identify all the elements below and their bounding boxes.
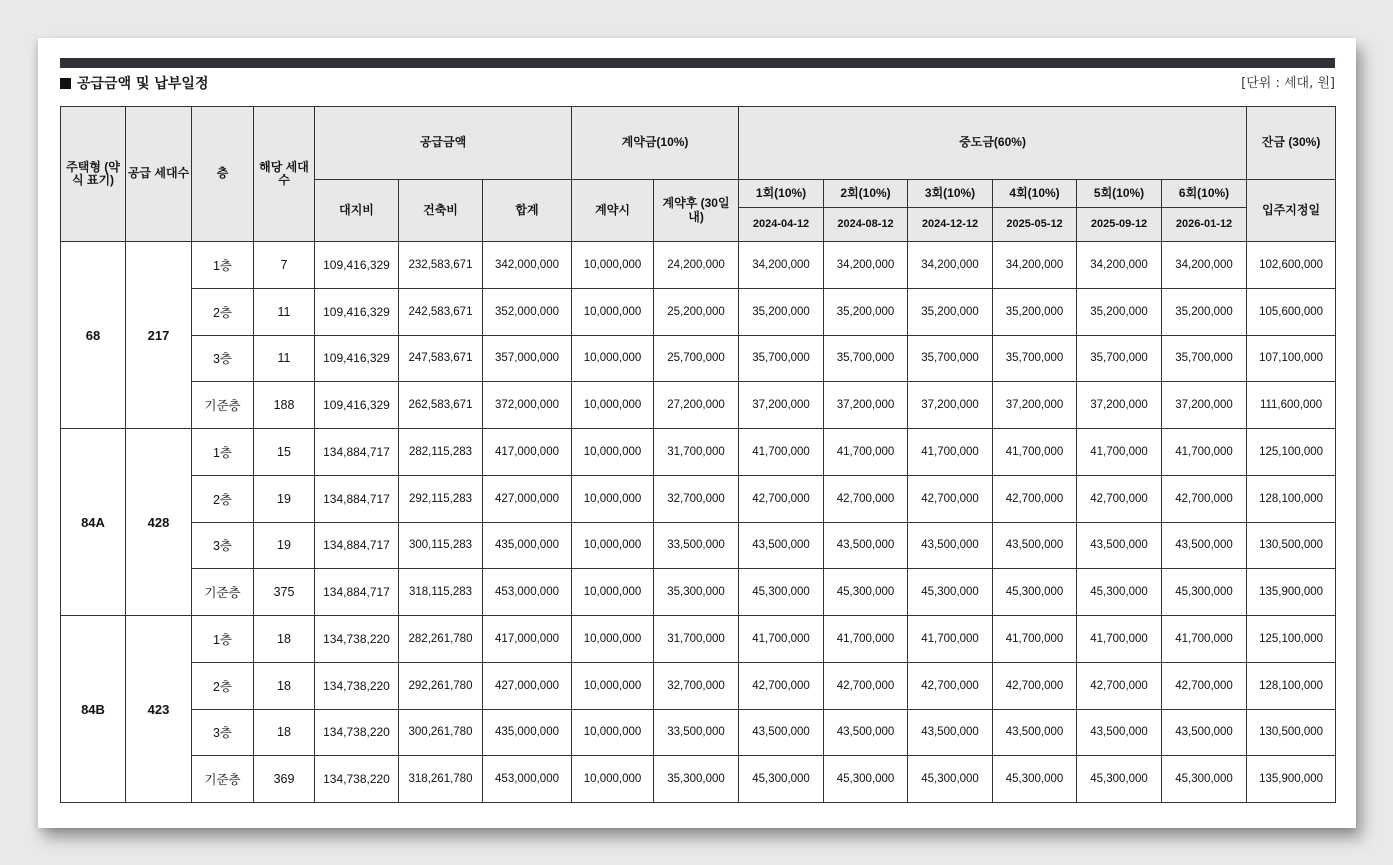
- building-cost-cell: 232,583,671: [399, 242, 483, 289]
- floor-cell: 2층: [192, 288, 254, 335]
- deposit-after-cell: 33,500,000: [654, 522, 739, 569]
- installment-4-cell: 41,700,000: [993, 429, 1077, 476]
- installment-2-cell: 43,500,000: [824, 709, 908, 756]
- header-date-5: 2025-09-12: [1077, 208, 1162, 242]
- header-middle-payment: 중도금(60%): [739, 107, 1247, 180]
- total-cell: 342,000,000: [483, 242, 572, 289]
- installment-3-cell: 42,700,000: [908, 475, 993, 522]
- table-body: [61, 242, 1336, 803]
- header-deposit-after: 계약후 (30일 내): [654, 180, 739, 242]
- header-date-6: 2026-01-12: [1162, 208, 1247, 242]
- installment-4-cell: 42,700,000: [993, 475, 1077, 522]
- unit-count-cell: 188: [254, 382, 315, 429]
- deposit-at-contract-cell: 10,000,000: [572, 288, 654, 335]
- deposit-after-cell: 27,200,000: [654, 382, 739, 429]
- deposit-after-cell: 35,300,000: [654, 756, 739, 803]
- section-title-text: 공급금액 및 납부일정: [77, 76, 209, 92]
- building-cost-cell: 247,583,671: [399, 335, 483, 382]
- balance-cell: 125,100,000: [1247, 616, 1336, 663]
- installment-4-cell: 35,200,000: [993, 288, 1077, 335]
- installment-6-cell: 45,300,000: [1162, 756, 1247, 803]
- floor-cell: 3층: [192, 709, 254, 756]
- balance-cell: 102,600,000: [1247, 242, 1336, 289]
- land-cost-cell: 109,416,329: [315, 382, 399, 429]
- installment-1-cell: 41,700,000: [739, 616, 824, 663]
- installment-3-cell: 34,200,000: [908, 242, 993, 289]
- installment-1-cell: 37,200,000: [739, 382, 824, 429]
- balance-cell: 107,100,000: [1247, 335, 1336, 382]
- installment-6-cell: 43,500,000: [1162, 522, 1247, 569]
- installment-5-cell: 41,700,000: [1077, 616, 1162, 663]
- header-building: 건축비: [399, 180, 483, 242]
- building-cost-cell: 318,115,283: [399, 569, 483, 616]
- installment-5-cell: 35,700,000: [1077, 335, 1162, 382]
- installment-1-cell: 41,700,000: [739, 429, 824, 476]
- total-cell: 435,000,000: [483, 709, 572, 756]
- table-row: [61, 616, 1336, 663]
- building-cost-cell: 292,115,283: [399, 475, 483, 522]
- header-housing-type: 주택형 (약식 표기): [61, 107, 126, 242]
- balance-cell: 125,100,000: [1247, 429, 1336, 476]
- table-row: [61, 569, 1336, 616]
- housing-type-cell: 84B: [61, 616, 126, 803]
- installment-5-cell: 41,700,000: [1077, 429, 1162, 476]
- unit-count-cell: 375: [254, 569, 315, 616]
- deposit-at-contract-cell: 10,000,000: [572, 569, 654, 616]
- table-row: [61, 662, 1336, 709]
- building-cost-cell: 242,583,671: [399, 288, 483, 335]
- deposit-at-contract-cell: 10,000,000: [572, 382, 654, 429]
- floor-cell: 2층: [192, 475, 254, 522]
- installment-5-cell: 42,700,000: [1077, 662, 1162, 709]
- installment-6-cell: 43,500,000: [1162, 709, 1247, 756]
- installment-5-cell: 43,500,000: [1077, 522, 1162, 569]
- installment-5-cell: 45,300,000: [1077, 569, 1162, 616]
- floor-cell: 2층: [192, 662, 254, 709]
- deposit-at-contract-cell: 10,000,000: [572, 756, 654, 803]
- installment-2-cell: 45,300,000: [824, 756, 908, 803]
- unit-label: [단위 : 세대, 원]: [1241, 76, 1335, 91]
- installment-6-cell: 35,200,000: [1162, 288, 1247, 335]
- floor-cell: 1층: [192, 429, 254, 476]
- housing-type-cell: 84A: [61, 429, 126, 616]
- unit-count-cell: 11: [254, 288, 315, 335]
- land-cost-cell: 134,738,220: [315, 662, 399, 709]
- table-row: [61, 288, 1336, 335]
- building-cost-cell: 262,583,671: [399, 382, 483, 429]
- supply-schedule-panel: [60, 58, 1335, 803]
- header-date-4: 2025-05-12: [993, 208, 1077, 242]
- header-installment-1: 1회(10%): [739, 180, 824, 208]
- table-row: [61, 382, 1336, 429]
- installment-6-cell: 41,700,000: [1162, 616, 1247, 663]
- installment-1-cell: 35,200,000: [739, 288, 824, 335]
- table-row: [61, 242, 1336, 289]
- supply-units-cell: 423: [126, 616, 192, 803]
- installment-2-cell: 37,200,000: [824, 382, 908, 429]
- unit-count-cell: 11: [254, 335, 315, 382]
- deposit-after-cell: 25,200,000: [654, 288, 739, 335]
- floor-cell: 3층: [192, 335, 254, 382]
- installment-6-cell: 34,200,000: [1162, 242, 1247, 289]
- installment-1-cell: 43,500,000: [739, 522, 824, 569]
- unit-count-cell: 19: [254, 475, 315, 522]
- installment-4-cell: 45,300,000: [993, 756, 1077, 803]
- supply-price-table: [60, 106, 1336, 803]
- installment-3-cell: 42,700,000: [908, 662, 993, 709]
- installment-4-cell: 34,200,000: [993, 242, 1077, 289]
- deposit-after-cell: 32,700,000: [654, 475, 739, 522]
- table-row: [61, 429, 1336, 476]
- land-cost-cell: 134,738,220: [315, 756, 399, 803]
- deposit-after-cell: 31,700,000: [654, 616, 739, 663]
- balance-cell: 105,600,000: [1247, 288, 1336, 335]
- land-cost-cell: 134,884,717: [315, 569, 399, 616]
- installment-5-cell: 42,700,000: [1077, 475, 1162, 522]
- installment-5-cell: 43,500,000: [1077, 709, 1162, 756]
- installment-1-cell: 42,700,000: [739, 662, 824, 709]
- deposit-after-cell: 35,300,000: [654, 569, 739, 616]
- floor-cell: 1층: [192, 242, 254, 289]
- unit-count-cell: 19: [254, 522, 315, 569]
- installment-2-cell: 43,500,000: [824, 522, 908, 569]
- deposit-at-contract-cell: 10,000,000: [572, 242, 654, 289]
- balance-cell: 135,900,000: [1247, 756, 1336, 803]
- header-date-1: 2024-04-12: [739, 208, 824, 242]
- installment-1-cell: 34,200,000: [739, 242, 824, 289]
- installment-5-cell: 45,300,000: [1077, 756, 1162, 803]
- installment-2-cell: 35,200,000: [824, 288, 908, 335]
- header-installment-3: 3회(10%): [908, 180, 993, 208]
- land-cost-cell: 109,416,329: [315, 288, 399, 335]
- deposit-after-cell: 25,700,000: [654, 335, 739, 382]
- unit-count-cell: 18: [254, 616, 315, 663]
- installment-2-cell: 41,700,000: [824, 616, 908, 663]
- table-row: [61, 709, 1336, 756]
- table-row: [61, 756, 1336, 803]
- installment-4-cell: 42,700,000: [993, 662, 1077, 709]
- header-installment-5: 5회(10%): [1077, 180, 1162, 208]
- total-cell: 453,000,000: [483, 756, 572, 803]
- installment-4-cell: 45,300,000: [993, 569, 1077, 616]
- installment-1-cell: 35,700,000: [739, 335, 824, 382]
- housing-type-cell: 68: [61, 242, 126, 429]
- supply-units-cell: 428: [126, 429, 192, 616]
- balance-cell: 128,100,000: [1247, 475, 1336, 522]
- installment-2-cell: 45,300,000: [824, 569, 908, 616]
- header-supply-units: 공급 세대수: [126, 107, 192, 242]
- installment-3-cell: 45,300,000: [908, 569, 993, 616]
- total-cell: 453,000,000: [483, 569, 572, 616]
- building-cost-cell: 300,115,283: [399, 522, 483, 569]
- installment-3-cell: 35,700,000: [908, 335, 993, 382]
- total-cell: 357,000,000: [483, 335, 572, 382]
- installment-3-cell: 35,200,000: [908, 288, 993, 335]
- table-row: [61, 475, 1336, 522]
- installment-4-cell: 35,700,000: [993, 335, 1077, 382]
- header-deposit-at-contract: 계약시: [572, 180, 654, 242]
- header-installment-6: 6회(10%): [1162, 180, 1247, 208]
- land-cost-cell: 134,884,717: [315, 429, 399, 476]
- header-date-2: 2024-08-12: [824, 208, 908, 242]
- floor-cell: 기준층: [192, 569, 254, 616]
- installment-2-cell: 34,200,000: [824, 242, 908, 289]
- installment-2-cell: 42,700,000: [824, 662, 908, 709]
- unit-count-cell: 369: [254, 756, 315, 803]
- header-installment-4: 4회(10%): [993, 180, 1077, 208]
- square-bullet-icon: [60, 78, 71, 89]
- deposit-at-contract-cell: 10,000,000: [572, 616, 654, 663]
- balance-cell: 128,100,000: [1247, 662, 1336, 709]
- land-cost-cell: 109,416,329: [315, 335, 399, 382]
- total-cell: 417,000,000: [483, 616, 572, 663]
- installment-3-cell: 41,700,000: [908, 429, 993, 476]
- floor-cell: 3층: [192, 522, 254, 569]
- total-cell: 435,000,000: [483, 522, 572, 569]
- header-installment-2: 2회(10%): [824, 180, 908, 208]
- table-row: [61, 335, 1336, 382]
- deposit-after-cell: 33,500,000: [654, 709, 739, 756]
- floor-cell: 1층: [192, 616, 254, 663]
- header-applicable-units: 해당 세대수: [254, 107, 315, 242]
- installment-6-cell: 42,700,000: [1162, 662, 1247, 709]
- installment-2-cell: 41,700,000: [824, 429, 908, 476]
- installment-3-cell: 43,500,000: [908, 522, 993, 569]
- installment-6-cell: 41,700,000: [1162, 429, 1247, 476]
- top-bar: [60, 58, 1335, 68]
- balance-cell: 111,600,000: [1247, 382, 1336, 429]
- installment-4-cell: 43,500,000: [993, 709, 1077, 756]
- unit-count-cell: 15: [254, 429, 315, 476]
- deposit-at-contract-cell: 10,000,000: [572, 335, 654, 382]
- deposit-at-contract-cell: 10,000,000: [572, 429, 654, 476]
- installment-1-cell: 43,500,000: [739, 709, 824, 756]
- installment-5-cell: 34,200,000: [1077, 242, 1162, 289]
- header-total: 합계: [483, 180, 572, 242]
- installment-6-cell: 42,700,000: [1162, 475, 1247, 522]
- deposit-at-contract-cell: 10,000,000: [572, 662, 654, 709]
- installment-1-cell: 45,300,000: [739, 756, 824, 803]
- header-floor: 층: [192, 107, 254, 242]
- unit-count-cell: 7: [254, 242, 315, 289]
- installment-6-cell: 45,300,000: [1162, 569, 1247, 616]
- total-cell: 427,000,000: [483, 662, 572, 709]
- land-cost-cell: 134,884,717: [315, 475, 399, 522]
- unit-count-cell: 18: [254, 662, 315, 709]
- header-land: 대지비: [315, 180, 399, 242]
- balance-cell: 135,900,000: [1247, 569, 1336, 616]
- building-cost-cell: 292,261,780: [399, 662, 483, 709]
- installment-6-cell: 37,200,000: [1162, 382, 1247, 429]
- header-deposit: 계약금(10%): [572, 107, 739, 180]
- section-title: [60, 72, 208, 94]
- table-row: [61, 522, 1336, 569]
- deposit-after-cell: 24,200,000: [654, 242, 739, 289]
- land-cost-cell: 134,884,717: [315, 522, 399, 569]
- deposit-at-contract-cell: 10,000,000: [572, 709, 654, 756]
- installment-4-cell: 37,200,000: [993, 382, 1077, 429]
- floor-cell: 기준층: [192, 756, 254, 803]
- deposit-at-contract-cell: 10,000,000: [572, 522, 654, 569]
- installment-5-cell: 35,200,000: [1077, 288, 1162, 335]
- installment-3-cell: 43,500,000: [908, 709, 993, 756]
- installment-6-cell: 35,700,000: [1162, 335, 1247, 382]
- land-cost-cell: 134,738,220: [315, 709, 399, 756]
- supply-units-cell: 217: [126, 242, 192, 429]
- installment-5-cell: 37,200,000: [1077, 382, 1162, 429]
- building-cost-cell: 318,261,780: [399, 756, 483, 803]
- deposit-after-cell: 31,700,000: [654, 429, 739, 476]
- building-cost-cell: 300,261,780: [399, 709, 483, 756]
- header-move-in: 입주지정일: [1247, 180, 1336, 242]
- balance-cell: 130,500,000: [1247, 709, 1336, 756]
- installment-2-cell: 42,700,000: [824, 475, 908, 522]
- floor-cell: 기준층: [192, 382, 254, 429]
- unit-count-cell: 18: [254, 709, 315, 756]
- installment-3-cell: 37,200,000: [908, 382, 993, 429]
- land-cost-cell: 134,738,220: [315, 616, 399, 663]
- installment-4-cell: 41,700,000: [993, 616, 1077, 663]
- total-cell: 372,000,000: [483, 382, 572, 429]
- installment-4-cell: 43,500,000: [993, 522, 1077, 569]
- installment-3-cell: 45,300,000: [908, 756, 993, 803]
- installment-1-cell: 42,700,000: [739, 475, 824, 522]
- deposit-at-contract-cell: 10,000,000: [572, 475, 654, 522]
- installment-1-cell: 45,300,000: [739, 569, 824, 616]
- installment-3-cell: 41,700,000: [908, 616, 993, 663]
- land-cost-cell: 109,416,329: [315, 242, 399, 289]
- building-cost-cell: 282,115,283: [399, 429, 483, 476]
- building-cost-cell: 282,261,780: [399, 616, 483, 663]
- header-balance: 잔금 (30%): [1247, 107, 1336, 180]
- header-supply-amount: 공급금액: [315, 107, 572, 180]
- total-cell: 427,000,000: [483, 475, 572, 522]
- header-date-3: 2024-12-12: [908, 208, 993, 242]
- deposit-after-cell: 32,700,000: [654, 662, 739, 709]
- total-cell: 417,000,000: [483, 429, 572, 476]
- installment-2-cell: 35,700,000: [824, 335, 908, 382]
- balance-cell: 130,500,000: [1247, 522, 1336, 569]
- total-cell: 352,000,000: [483, 288, 572, 335]
